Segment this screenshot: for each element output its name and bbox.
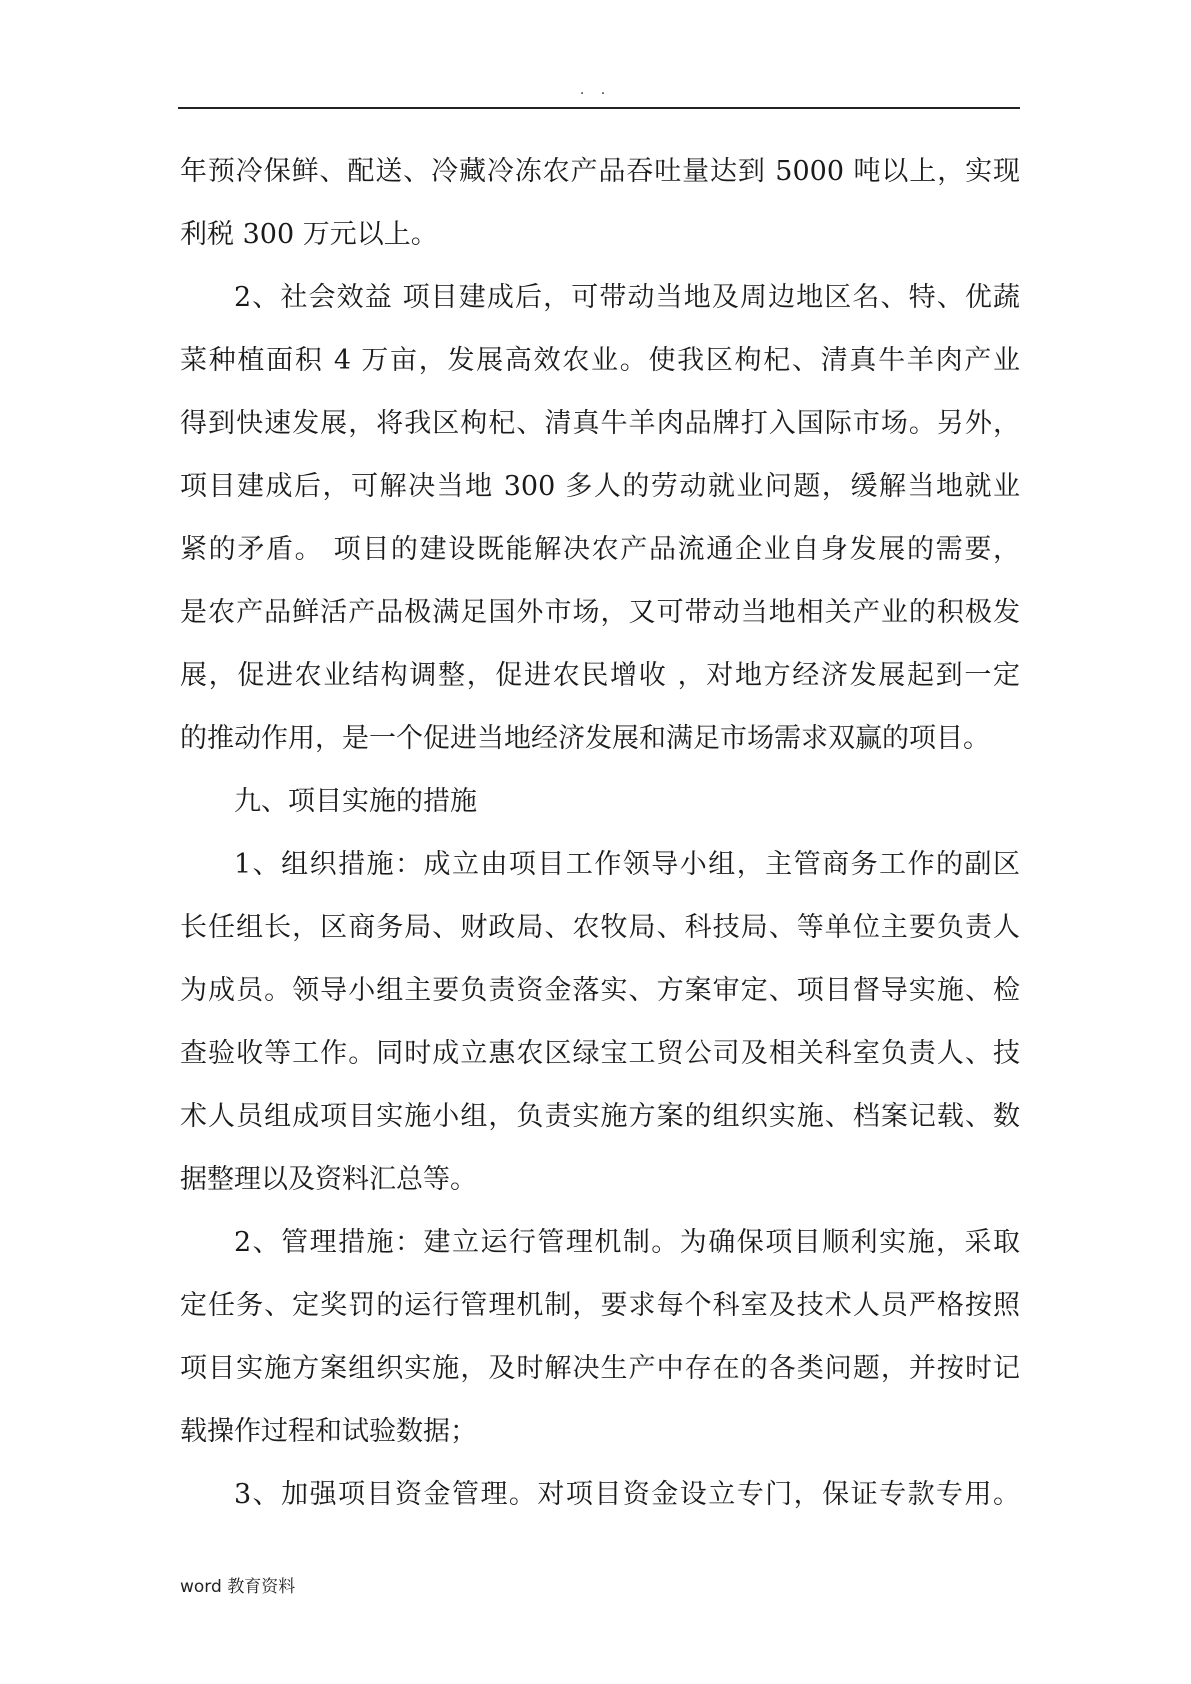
text-line: 项目建成后，可解决当地 300 多人的劳动就业问题，缓解当地就业 bbox=[180, 471, 1020, 502]
text-line: 载操作过程和试验数据； bbox=[180, 1416, 477, 1447]
text-line: 为成员。领导小组主要负责资金落实、方案审定、项目督导实施、检 bbox=[180, 975, 1020, 1006]
text-line: 紧的矛盾。 项目的建设既能解决农产品流通企业自身发展的需要， bbox=[180, 534, 1020, 565]
text-line: 的推动作用，是一个促进当地经济发展和满足市场需求双赢的项目。 bbox=[180, 723, 990, 754]
text-line: 是农产品鲜活产品极满足国外市场，又可带动当地相关产业的积极发 bbox=[180, 597, 1020, 628]
text-line: 2、社会效益 项目建成后，可带动当地及周边地区名、特、优蔬 bbox=[234, 282, 1020, 313]
text-line: 查验收等工作。同时成立惠农区绿宝工贸公司及相关科室负责人、技 bbox=[180, 1038, 1020, 1069]
header-rule bbox=[178, 107, 1020, 109]
footer-label: word 教育资料 bbox=[180, 1577, 296, 1597]
text-line: 利税 300 万元以上。 bbox=[180, 219, 438, 250]
text-line: 定任务、定奖罚的运行管理机制，要求每个科室及技术人员严格按照 bbox=[180, 1290, 1020, 1321]
text-line: 据整理以及资料汇总等。 bbox=[180, 1164, 477, 1195]
text-line: 年预冷保鲜、配送、冷藏冷冻农产品吞吐量达到 5000 吨以上，实现 bbox=[180, 156, 1020, 187]
header-mark: . . bbox=[579, 82, 612, 98]
text-line: 得到快速发展，将我区枸杞、清真牛羊肉品牌打入国际市场。另外， bbox=[180, 408, 1020, 439]
text-line: 九、项目实施的措施 bbox=[234, 786, 477, 817]
text-line: 展，促进农业结构调整，促进农民增收 ，对地方经济发展起到一定 bbox=[180, 660, 1020, 691]
document-body bbox=[180, 150, 1020, 1536]
text-line: 菜种植面积 4 万亩，发展高效农业。使我区枸杞、清真牛羊肉产业 bbox=[180, 345, 1020, 376]
text-line: 长任组长，区商务局、财政局、农牧局、科技局、等单位主要负责人 bbox=[180, 912, 1020, 943]
text-line: 3、加强项目资金管理。对项目资金设立专门，保证专款专用。 bbox=[234, 1479, 1020, 1510]
text-line: 项目实施方案组织实施，及时解决生产中存在的各类问题，并按时记 bbox=[180, 1353, 1020, 1384]
text-line: 1、组织措施：成立由项目工作领导小组，主管商务工作的副区 bbox=[234, 849, 1020, 880]
text-line: 术人员组成项目实施小组，负责实施方案的组织实施、档案记载、数 bbox=[180, 1101, 1020, 1132]
text-line: 2、管理措施：建立运行管理机制。为确保项目顺利实施，采取 bbox=[234, 1227, 1020, 1258]
